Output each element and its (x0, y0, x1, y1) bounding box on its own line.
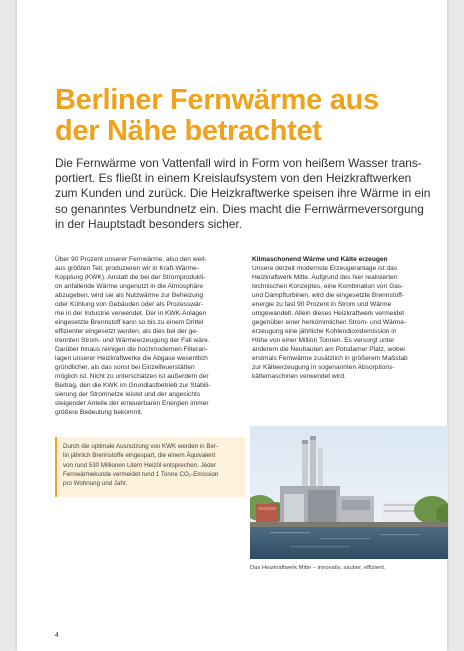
body-line: Beitrag, den die KWK im Grundlastbetrieb zur Stabili- (55, 382, 211, 389)
body-line: und Dampfturbinen, wird die eingesetzte Brennstoff- (252, 292, 404, 299)
body-line: steigender Anteile der erneuerbaren Energien immer (55, 400, 209, 407)
body-line: eingesetzte Brennstoff kann so bis zu einem Drittel (55, 319, 204, 326)
body-column-right (252, 255, 442, 381)
body-line: oder Kühlung von Gebäuden oder als Prozesswär- (55, 301, 204, 308)
body-line: erstmals Fernwärme zusätzlich in größerem Maßstab (252, 355, 408, 362)
body-line: effizienter eingesetzt werden, als dies bei der ge- (55, 328, 199, 335)
body-line: Unsere derzeit modernste Erzeugeranlage ist das (252, 265, 398, 272)
body-line: trennten Strom- und Wärmeerzeugung der Fall wäre. (55, 337, 210, 344)
body-line: abzugeben, wird sie als Nutzwärme zur Beheizung (55, 292, 204, 299)
info-box (55, 437, 245, 497)
document-page (17, 0, 447, 651)
photo-caption: Das Heizkraftwerk Mitte – innovativ, sauber, effizient. (250, 565, 386, 571)
body-line: gegenüber einer herkömmlichen Strom- und Wärme- (252, 319, 407, 326)
body-line: zur Kälteerzeugung in sogenannten Absorptions- (252, 364, 395, 371)
body-line: Heizkraftwerk Mitte. Aufgrund des hier realisierten (252, 274, 398, 281)
body-line: anderem die Neubauten am Potsdamer Platz, wobei (252, 346, 405, 353)
body-line: umgewandelt. Allein dieses Heizkraftwerk vermeidet (252, 310, 405, 317)
lead-paragraph (55, 156, 439, 232)
body-line: Kopplung (KWK). Anstatt die bei der Stromprodukti- (55, 274, 206, 281)
body-line: sierung der Stromnetze leistet und der angesichts (55, 391, 201, 398)
page-number: 4 (55, 632, 59, 639)
body-line: aus größten Teil, produzieren wir in Kraft-Wärme- (55, 265, 199, 272)
lead-line: so genanntes Verbundnetz ein. Dies macht die Fernwärmeversorgung (55, 201, 424, 216)
body-line: Darüber hinaus reinigen die hochmodernen Filteran- (55, 346, 208, 353)
body-line: gründlicher, als das sonst bei Einzelfeuerstätten (55, 364, 195, 371)
headline-line-2: der Nähe betrachtet (55, 115, 322, 147)
info-line: pro Wohnung und Jahr. (63, 480, 128, 488)
body-column-left (55, 255, 245, 417)
lead-line: in der Hauptstadt besonders sicher. (55, 216, 243, 231)
lead-line: portiert. Es fließt in einem Kreislaufsystem von den Heizkraftwerken (55, 171, 412, 186)
body-line: Höhe von einer Million Tonnen. Es versorgt unter (252, 337, 395, 344)
headline-line-1: Berliner Fernwärme aus (55, 84, 379, 116)
body-line: erzeugung eine jährliche Kohlendioxidemission in (252, 328, 397, 335)
info-line: Durch die optimale Ausnutzung von KWK werden in Ber- (63, 443, 219, 450)
body-line: möglich ist. Nicht zu unterschätzen ist außerdem der (55, 373, 209, 380)
info-line: Fernwärmekunde vermeidet rund 1 Tonne CO₂-Emission (63, 470, 219, 478)
body-line: größere Bedeutung bekommt. (55, 409, 143, 416)
lead-line: zum Kunden und zurück. Die Heizkraftwerke speisen ihre Wärme in ein (55, 186, 431, 201)
body-line: lagen unserer Heizkraftwerke die Abgase wesentlich (55, 355, 208, 362)
body-line: on anfallende Wärme ungenutzt in die Atmosphäre (55, 283, 204, 290)
info-line: von rund 530 Millionen Litern Heizöl entsprechen. Jeder (63, 461, 217, 469)
body-line: Über 90 Prozent unserer Fernwärme, also den weit- (55, 256, 207, 263)
body-line: kältemaschinen verwendet wird. (252, 373, 346, 380)
section-subheading: Klimaschonend Wärme und Kälte erzeugen (252, 256, 388, 263)
body-line: me in der Industrie verwendet. Der in KWK-Anlagen (55, 310, 207, 317)
page-headline (55, 85, 435, 147)
body-line: technischen Konzeptes, eine Kombination von Gas- (252, 283, 404, 290)
lead-line: Die Fernwärme von Vattenfall wird in Form von heißem Wasser trans- (55, 156, 422, 170)
body-line: energie zu fast 90 Prozent in Strom und Wärme (252, 301, 392, 308)
info-line: lin jährlich Brennstoffe eingespart, die einem Äquivalent (63, 452, 216, 460)
power-plant-photo (250, 426, 448, 559)
